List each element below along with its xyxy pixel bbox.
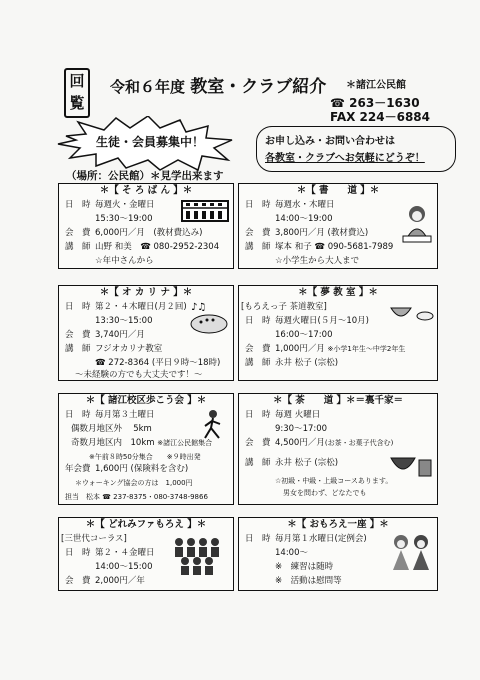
recruit-banner: 生徒・会員募集中！ [95, 135, 204, 149]
fax-label: FAX [330, 110, 356, 124]
club-ocarina: ＊【 オ カ リ ナ 】＊ 日 時 第２・４木曜日(月２回) 13:30～15:00 会 費 3,740円／月 講 師 フジオカリナ教室 ☎ 272-8364 (平日９時～18時) ～未経験の方でも大丈夫です！～ ♪♫ [58, 285, 234, 381]
walker-icon [197, 408, 229, 440]
ocarina-icon [187, 300, 231, 336]
title-prefix: 令和６年度 [110, 78, 186, 96]
club-doremi: ＊【 どれみファもろえ 】＊ [三世代コーラス] 日 時 第２・４金曜日 14:00～15:00 会 費 2,000円／年 [58, 517, 234, 591]
club-yume: ＊【 夢 教 室 】＊ [もろえっ子 茶道教室] 日 時 毎週火曜日(５月～10月) 16:00～17:00 会 費 1,000円／月 ※小学1年生～中学2年生 講 師 永井 松子 (宗松) [238, 285, 438, 381]
club-walk: ＊【 諸江校区歩こう会 】＊ 日 時 毎月第３土曜日 偶数月地区外 5km 奇数月地区内 10km ※諸江公民館集合 ※午前８時50分集合 ※９時出発 年会費 1,600円 (保険料を含む) ＊ウォーキング協会の方は 1,000円 担当 松本 ☎ 237-8375・080-3748-9866 [58, 393, 234, 505]
tea-bowl-icon [389, 300, 435, 326]
contact-box [256, 126, 456, 172]
club-soroban: ＊【 そ ろ ば ん 】＊ 日 時 毎週火・金曜日 15:30～19:00 会 費 6,000円／月 (教材費込み) 講 師 山野 和美 ☎ 080-2952-2304 ☆年中さんから [58, 183, 234, 269]
club-header: ＊【 夢 教 室 】＊ [298, 287, 378, 298]
club-header: ＊【 オ カ リ ナ 】＊ [99, 287, 193, 298]
contact-line2: 各教室・クラブへお気軽にどうぞ！ [265, 153, 425, 164]
contact-line1: お申し込み・お問い合わせは [265, 136, 395, 147]
venue-name: ＊諸江公民館 [346, 80, 406, 91]
choir-icon [171, 536, 227, 576]
club-sado: ＊【 茶 道 】＊＝裏千家＝ 日 時 毎週 火曜日 9:30～17:00 会 費 4,500円／月(お茶・お菓子代含む) 講 師 永井 松子 (宗松) ☆初級・中級・上級コースあります。 男女を問わず、どなたでも [238, 393, 438, 505]
page-title [110, 72, 326, 97]
club-header: ＊【 書 道 】＊ [296, 185, 380, 196]
phone-block [330, 96, 430, 124]
abacus-icon [181, 200, 229, 222]
club-header: ＊【 おもろえ一座 】＊ [287, 519, 389, 530]
club-moroe: ＊【 おもろえ一座 】＊ 日 時 毎月第１水曜日(定例会) 14:00～ ※ 練習は随時 ※ 活動は慰問等 [238, 517, 438, 591]
place-note: （場所：公民館）＊見学出来ます [66, 170, 224, 182]
calligraphy-person-icon [399, 204, 435, 244]
club-header: ＊【 諸江校区歩こう会 】＊ [85, 395, 207, 406]
title-main: 教室・クラブ紹介 [190, 77, 327, 97]
club-header: ＊【 茶 道 】＊＝裏千家＝ [272, 395, 404, 406]
performers-icon [389, 532, 435, 572]
phone-number: 263－1630 [349, 96, 420, 110]
club-header: ＊【 そ ろ ば ん 】＊ [99, 185, 193, 196]
club-header: ＊【 どれみファもろえ 】＊ [85, 519, 207, 530]
fax-number: 224－6884 [359, 110, 430, 124]
svg-text:♪♫: ♪♫ [191, 302, 207, 313]
tea-set-icon [389, 450, 435, 480]
phone-icon: ☎ [330, 96, 345, 110]
club-shodo: ＊【 書 道 】＊ 日 時 毎週水・木曜日 14:00～19:00 会 費 3,800円／月 (教材費込) 講 師 塚本 和子 ☎ 090-5681-7989 ☆小学生から大人まで [238, 183, 438, 269]
kairan-badge: 回覧 [64, 68, 90, 118]
